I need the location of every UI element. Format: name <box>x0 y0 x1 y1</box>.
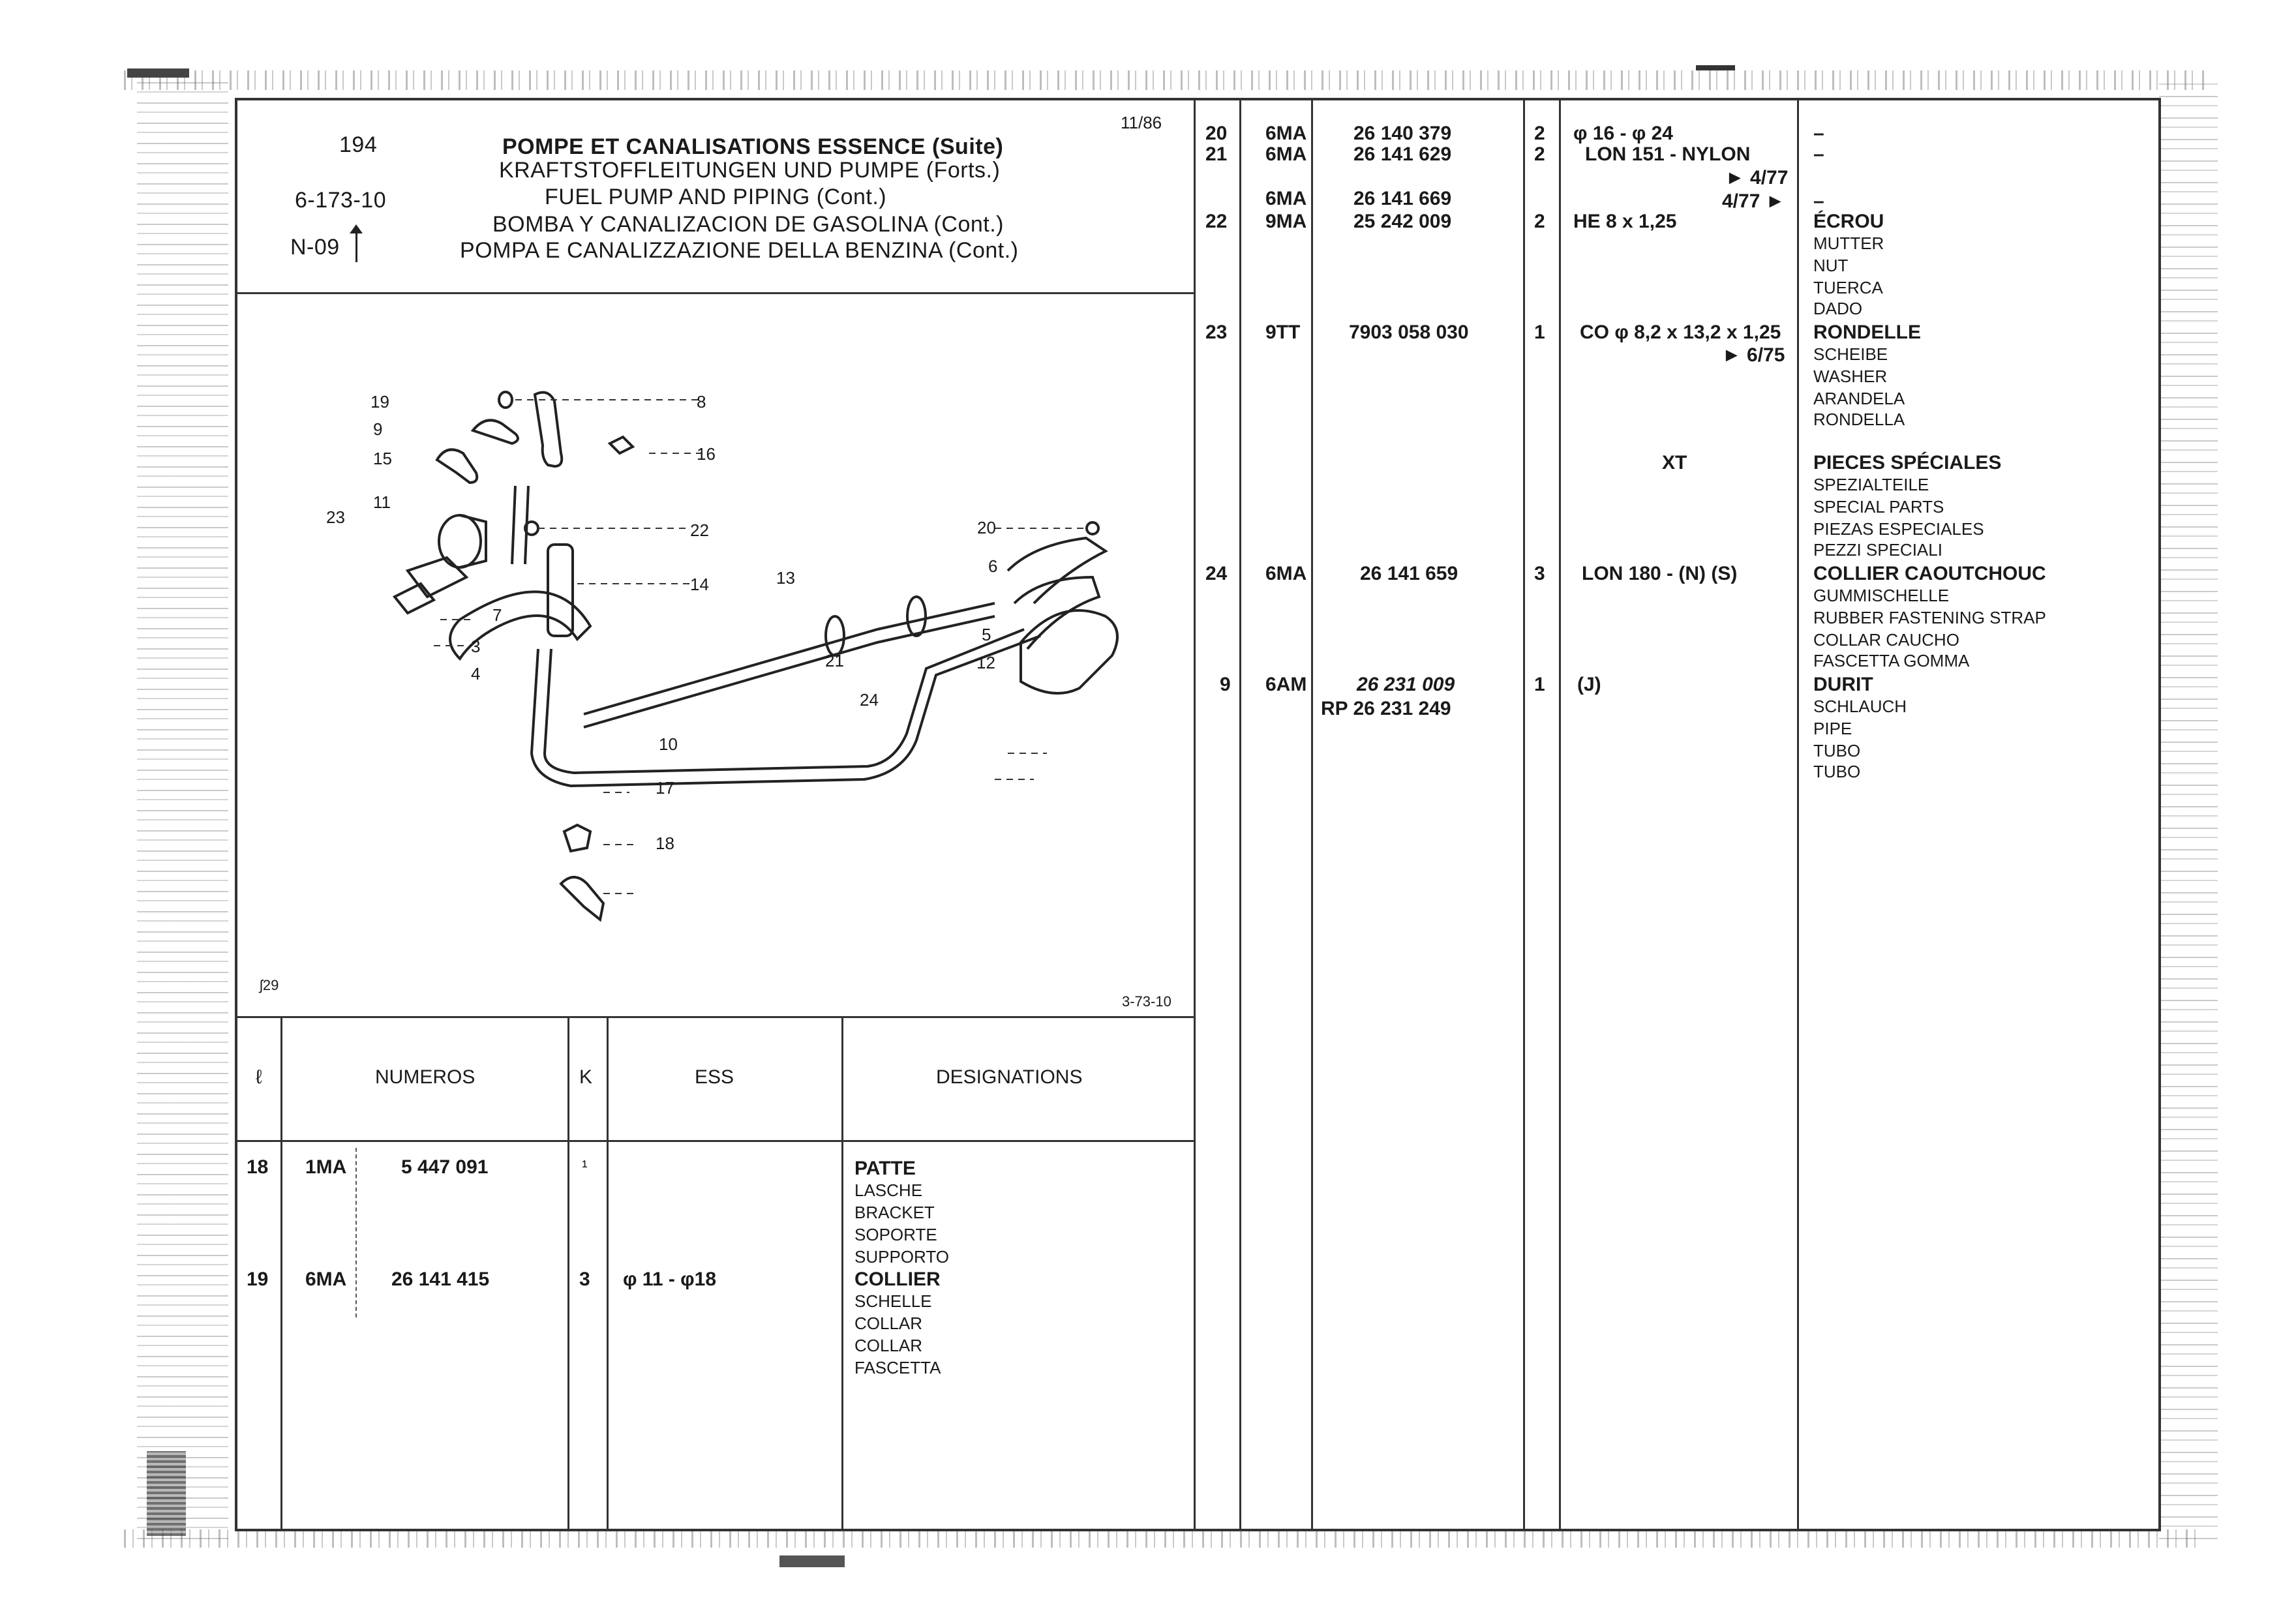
lt-row19-number: 26 141 415 <box>391 1269 490 1290</box>
rt-row23-number: 7903 058 030 <box>1349 322 1469 343</box>
lt-row19-k: 3 <box>579 1269 590 1290</box>
rt-xt-des-2: SPECIAL PARTS <box>1813 497 1944 517</box>
col-header-numeros: NUMEROS <box>375 1066 476 1088</box>
rt-row23-code: 9TT <box>1265 322 1301 343</box>
scan-mark-left <box>147 1451 186 1536</box>
rt-row23-k: 1 <box>1534 322 1545 343</box>
rt-row22-des-1: MUTTER <box>1813 233 1884 253</box>
rt-row23-rep: 23 <box>1205 322 1228 343</box>
rt-row21-code: 6MA <box>1265 143 1307 165</box>
rt-row21-rep: 21 <box>1205 143 1228 165</box>
diagram-corner-mark: ʃ29 <box>260 977 279 993</box>
rt-xt-des-3: PIEZAS ESPECIALES <box>1813 519 1984 539</box>
lt-col4 <box>607 1017 609 1529</box>
diagram-ref: 3-73-10 <box>1122 993 1171 1010</box>
rt-xt-ess: XT <box>1662 452 1687 473</box>
rt-col1 <box>1239 98 1241 1529</box>
rt-xt-des-1: SPEZIALTEILE <box>1813 475 1929 494</box>
lt-col2-dashed <box>355 1148 357 1317</box>
title-es: BOMBA Y CANALIZACION DE GASOLINA (Cont.) <box>492 212 1004 237</box>
rt-row20-number: 26 140 379 <box>1353 123 1452 144</box>
callout-20: 20 <box>977 518 996 537</box>
rt-row20-k: 2 <box>1534 123 1545 144</box>
callout-4: 4 <box>471 664 481 683</box>
rt-row23-ess: CO φ 8,2 x 13,2 x 1,25 <box>1580 322 1781 343</box>
divider-left-right <box>1194 98 1196 1529</box>
callout-5: 5 <box>982 625 991 644</box>
callout-15: 15 <box>373 449 392 468</box>
callout-17: 17 <box>656 778 674 798</box>
scan-mark-bottom <box>779 1555 845 1567</box>
rt-row9-des-0: DURIT <box>1813 674 1873 695</box>
model-code: N-09 <box>290 235 340 260</box>
lt-row19-rep: 19 <box>247 1269 269 1290</box>
rt-row9-des-4: TUBO <box>1813 762 1861 781</box>
callout-12: 12 <box>976 653 995 672</box>
rt-row9-rep: 9 <box>1220 674 1231 695</box>
rt-row24-des-1: GUMMISCHELLE <box>1813 586 1950 605</box>
rt-row21-ess: LON 151 - NYLON <box>1585 143 1751 165</box>
callout-13: 13 <box>776 568 795 588</box>
lt-row19-des-0: COLLIER <box>854 1269 941 1290</box>
callout-19: 19 <box>370 392 389 412</box>
rt-row20-rep: 20 <box>1205 123 1228 144</box>
lt-row18-des-0: PATTE <box>854 1158 916 1179</box>
rt-row9-number: 26 231 009 <box>1357 674 1455 695</box>
rt-row22-des-0: ÉCROU <box>1813 211 1884 232</box>
callout-22: 22 <box>690 520 709 540</box>
callout-3: 3 <box>471 637 481 656</box>
rt-row24-k: 3 <box>1534 563 1545 584</box>
rt-row21b-ess: 4/77 ► <box>1722 190 1785 212</box>
diagram-bottom-divider <box>235 1016 1195 1018</box>
rt-row22-k: 2 <box>1534 211 1545 232</box>
lt-row18-rep: 18 <box>247 1156 269 1178</box>
rt-row24-ess: LON 180 - (N) (S) <box>1582 563 1738 584</box>
rt-row22-rep: 22 <box>1205 211 1228 232</box>
rt-row24-des-4: FASCETTA GOMMA <box>1813 651 1970 670</box>
header-divider <box>235 292 1195 294</box>
lt-row18-des-4: SUPPORTO <box>854 1247 949 1267</box>
callout-24: 24 <box>860 690 879 710</box>
rt-row9-k: 1 <box>1534 674 1545 695</box>
rt-row22-ess: HE 8 x 1,25 <box>1573 211 1677 232</box>
rt-row9-des-2: PIPE <box>1813 719 1852 738</box>
rt-xt-des-4: PEZZI SPECIALI <box>1813 540 1942 560</box>
scan-noise-top <box>124 70 2205 90</box>
callout-10: 10 <box>659 734 678 754</box>
rt-row22-des-3: TUERCA <box>1813 278 1883 297</box>
lt-row18-des-2: BRACKET <box>854 1203 935 1222</box>
scan-mark-top-left <box>127 68 189 78</box>
rt-row21-number: 26 141 629 <box>1353 143 1452 165</box>
rt-row24-des-2: RUBBER FASTENING STRAP <box>1813 608 2046 627</box>
scan-noise-right <box>2159 78 2218 1539</box>
lt-col1 <box>280 1017 282 1529</box>
callout-6: 6 <box>988 556 998 576</box>
callout-21: 21 <box>825 651 844 670</box>
col-header-ess: ESS <box>695 1066 734 1088</box>
rt-row24-rep: 24 <box>1205 563 1228 584</box>
rt-row23-des-3: ARANDELA <box>1813 389 1905 408</box>
group-code: 6-173-10 <box>295 188 387 213</box>
rt-row24-code: 6MA <box>1265 563 1307 584</box>
scan-noise-left <box>137 78 228 1539</box>
title-en: FUEL PUMP AND PIPING (Cont.) <box>545 185 887 209</box>
rt-row9-des-1: SCHLAUCH <box>1813 697 1907 716</box>
col-header-k: K <box>579 1066 593 1088</box>
lt-row19-code: 6MA <box>305 1269 347 1290</box>
arrow-up-head-icon <box>350 224 363 233</box>
rt-row22-number: 25 242 009 <box>1353 211 1452 232</box>
lt-row18-code: 1MA <box>305 1156 347 1178</box>
rt-col4 <box>1559 98 1561 1529</box>
col-header-designations: DESIGNATIONS <box>936 1066 1083 1088</box>
callout-14: 14 <box>690 575 709 594</box>
rt-row21-ess2: ► 4/77 <box>1725 167 1789 188</box>
rt-row21b-des: – <box>1813 190 1824 212</box>
rt-col5 <box>1797 98 1799 1529</box>
rt-row23-des-0: RONDELLE <box>1813 322 1921 343</box>
rt-row21b-number: 26 141 669 <box>1353 188 1452 209</box>
rt-xt-des-0: PIECES SPÉCIALES <box>1813 452 2002 473</box>
lt-row18-des-3: SOPORTE <box>854 1225 937 1244</box>
rt-row20-code: 6MA <box>1265 123 1307 144</box>
callout-18: 18 <box>656 834 674 853</box>
rt-row21-des: – <box>1813 143 1824 165</box>
rt-row20-ess: φ 16 - φ 24 <box>1573 123 1673 144</box>
scan-mark-top <box>1696 65 1735 70</box>
table-header-divider <box>235 1140 1195 1142</box>
rt-row9-des-3: TUBO <box>1813 741 1861 760</box>
callout-16: 16 <box>697 444 716 464</box>
rt-row22-des-4: DADO <box>1813 299 1863 318</box>
rt-row24-des-3: COLLAR CAUCHO <box>1813 630 1959 650</box>
page-ref: 194 <box>339 132 378 157</box>
rt-row23-des-1: SCHEIBE <box>1813 344 1888 364</box>
title-fr: POMPE ET CANALISATIONS ESSENCE (Suite) <box>502 134 1004 159</box>
rt-row23-des-2: WASHER <box>1813 367 1888 386</box>
rt-row9-number2: RP 26 231 249 <box>1321 698 1451 719</box>
lt-row18-des-1: LASCHE <box>854 1180 923 1200</box>
title-it: POMPA E CANALIZZAZIONE DELLA BENZINA (Cont.) <box>460 238 1019 263</box>
rt-row23-des-4: RONDELLA <box>1813 410 1905 429</box>
rt-col2 <box>1311 98 1313 1529</box>
callout-8: 8 <box>697 392 706 412</box>
lt-col5 <box>841 1017 843 1529</box>
date: 11/86 <box>1121 113 1162 132</box>
lt-row19-des-1: SCHELLE <box>854 1291 932 1311</box>
lt-row18-k: ¹ <box>582 1156 588 1176</box>
scan-noise-bottom <box>124 1529 2205 1548</box>
callout-11: 11 <box>373 492 391 512</box>
lt-row18-number: 5 447 091 <box>401 1156 489 1178</box>
lt-row19-ess: φ 11 - φ18 <box>623 1269 716 1290</box>
callout-23: 23 <box>326 507 345 527</box>
callout-7: 7 <box>492 605 502 625</box>
lt-row19-des-3: COLLAR <box>854 1336 923 1355</box>
title-de: KRAFTSTOFFLEITUNGEN UND PUMPE (Forts.) <box>499 158 1001 183</box>
rt-row21b-code: 6MA <box>1265 188 1307 209</box>
col-header-rep: ℓ <box>256 1066 262 1088</box>
lt-row19-des-2: COLLAR <box>854 1314 923 1333</box>
rt-row23-ess2: ► 6/75 <box>1722 344 1785 366</box>
callout-9: 9 <box>373 419 383 439</box>
rt-col3 <box>1523 98 1525 1529</box>
rt-row9-code: 6AM <box>1265 674 1307 695</box>
rt-row22-des-2: NUT <box>1813 256 1849 275</box>
lt-row19-des-4: FASCETTA <box>854 1358 941 1377</box>
lt-col3 <box>567 1017 569 1529</box>
rt-row21-k: 2 <box>1534 143 1545 165</box>
rt-row24-number: 26 141 659 <box>1360 563 1458 584</box>
rt-row22-code: 9MA <box>1265 211 1307 232</box>
rt-row24-des-0: COLLIER CAOUTCHOUC <box>1813 563 2046 584</box>
rt-row9-ess: (J) <box>1577 674 1601 695</box>
rt-row20-des: – <box>1813 123 1824 144</box>
